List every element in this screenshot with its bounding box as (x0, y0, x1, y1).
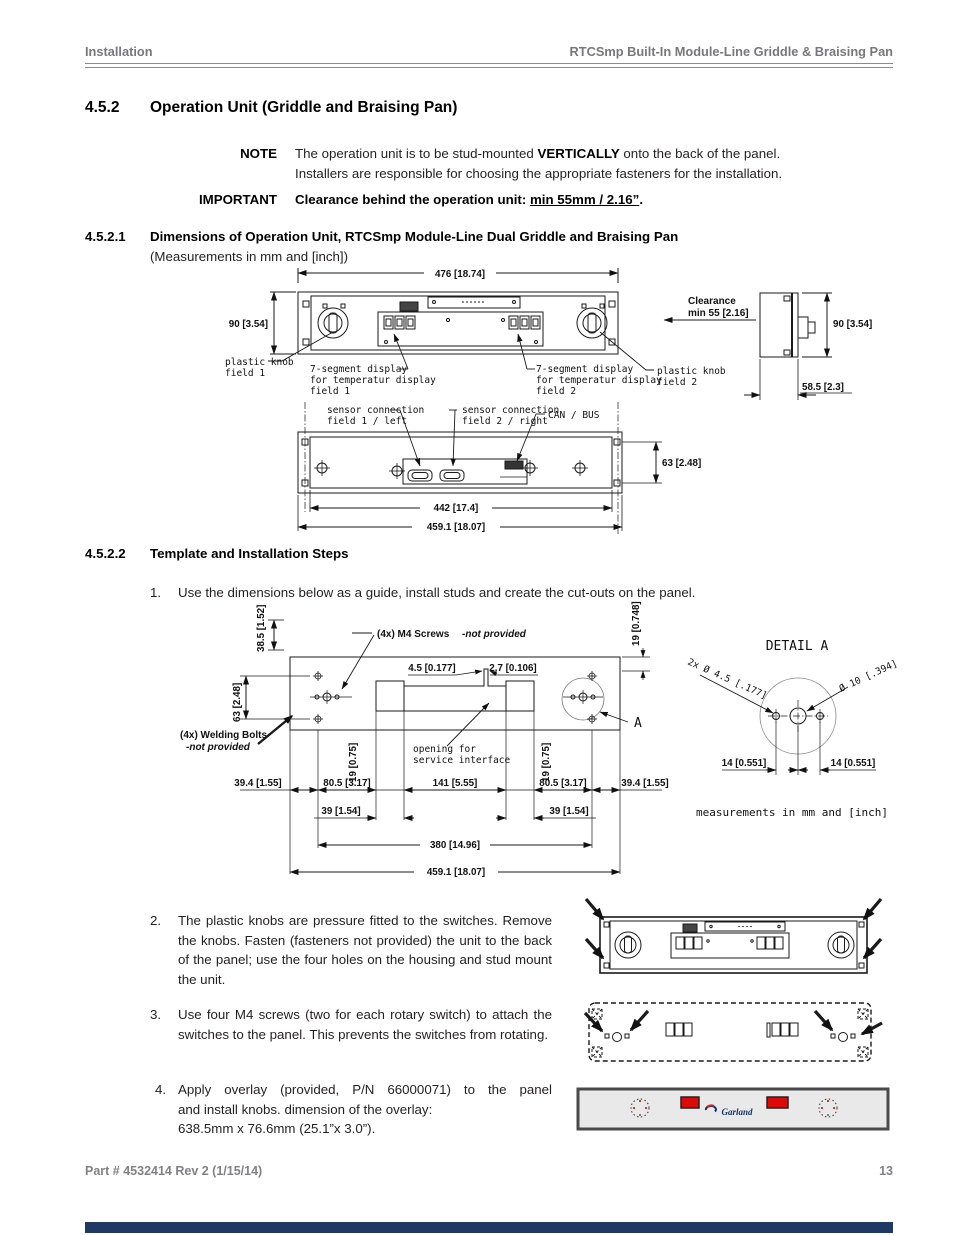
overlay-illustration (578, 1089, 888, 1129)
dim-63-template-label: 63 [2.48] (232, 682, 243, 722)
step2-illustration (586, 899, 881, 973)
subsection1-subtitle: (Measurements in mm and [inch]) (150, 249, 349, 264)
important-post: . (639, 192, 644, 207)
note-line1-pre: The operation unit is to be stud-mounted (295, 146, 538, 161)
sensor1-label-line1: sensor connection (327, 405, 425, 416)
dim-90-side-label: 90 [3.54] (833, 319, 873, 330)
overlay-display-window-left (681, 1097, 699, 1108)
step1-text: Use the dimensions below as a guide, install studs and create the cut-outs on the panel. (178, 585, 696, 600)
step4-line3: 638.5mm x 76.6mm (25.1”x 3.0”). (178, 1121, 376, 1136)
dim-14-left-label: 14 [0.551] (721, 758, 767, 769)
dim-585-label: 58.5 [2.3] (802, 382, 844, 393)
detail-a-big-hole-label: Ø 10 [.394] (837, 658, 900, 695)
step3-screw-arrows (585, 1011, 882, 1034)
step3-text: Use four M4 screws (two for each rotary switch) to attach the switches to the panel. This prevents the switches from rotating. (178, 1007, 552, 1042)
note-line2: Installers are responsible for choosing the appropriate fasteners for the installation. (295, 165, 783, 181)
section-number: 4.5.2 (85, 99, 120, 116)
dim-459-rear-label: 459.1 [18.07] (426, 522, 486, 533)
dim-394-right-label: 39.4 [1.55] (621, 778, 669, 789)
subsection1-title: Dimensions of Operation Unit, RTCSmp Module-Line Dual Griddle and Braising Pan (150, 229, 679, 244)
plastic-knob2-label-line2: field 2 (657, 377, 698, 388)
step2-mount-arrows (586, 899, 881, 958)
sensor2-label-line1: sensor connection (462, 405, 560, 416)
step4-line2: and install knobs. dimension of the overlay: (178, 1101, 433, 1117)
detail-a-callout-label: A (634, 716, 642, 731)
m4-screws-not-provided-label: -not provided (462, 629, 526, 640)
display2-label-line3: field 2 (536, 386, 577, 397)
display2-label-line2: for temperatur display (536, 375, 662, 386)
welding-bolts-label: (4x) Welding Bolts (180, 730, 268, 741)
template-drawing (180, 601, 669, 878)
important-pre: Clearance behind the operation unit: (295, 192, 530, 207)
note-label: NOTE (240, 146, 277, 161)
overlay-display-window-right (767, 1097, 788, 1108)
step4-number: 4. (155, 1082, 167, 1097)
section-title: Operation Unit (Griddle and Braising Pan) (150, 99, 458, 116)
dim-63-rear-label: 63 [2.48] (662, 458, 702, 469)
dim-141-label: 141 [5.55] (432, 778, 478, 789)
plastic-knob1-label-line2: field 1 (225, 368, 266, 379)
subsection2-number: 4.5.2.2 (85, 546, 126, 561)
welding-bolt-marks (313, 671, 597, 724)
detail-a-title: DETAIL A (765, 639, 829, 654)
garland-logo-text: Garland (721, 1107, 753, 1117)
dim-39-left-label: 39 [1.54] (321, 806, 361, 817)
step3-number: 3. (150, 1007, 162, 1022)
detail-a-drawing (686, 639, 900, 819)
dim-476-label: 476 [18.74] (434, 269, 486, 280)
dim-39-right-label: 39 [1.54] (549, 806, 589, 817)
welding-bolts-not-provided-label: -not provided (186, 742, 250, 753)
display1-label-line2: for temperatur display (310, 375, 436, 386)
display1-label-line3: field 1 (310, 386, 351, 397)
can-bus-label: CAN / BUS (548, 410, 600, 421)
important-label: IMPORTANT (198, 192, 277, 207)
clearance-label-line2: min 55 [2.16] (688, 308, 749, 319)
service-opening-label-line2: service interface (413, 755, 511, 766)
footer-page-number: 13 (879, 1164, 893, 1178)
dim-394-left-label: 39.4 [1.55] (234, 778, 282, 789)
sensor1-label-line2: field 1 / left (327, 416, 408, 427)
dim-19-75-left-label: 19 [0.75] (348, 742, 359, 782)
footer-part-number: Part # 4532414 Rev 2 (1/15/14) (85, 1164, 263, 1178)
step1-number: 1. (150, 585, 162, 600)
service-opening-label-line1: opening for (413, 744, 476, 755)
step3-illustration (585, 1003, 882, 1061)
dim-27-label: 2.7 [0.106] (489, 663, 537, 674)
display1-label-line1: 7-segment display (310, 364, 408, 375)
display2-label-line1: 7-segment display (536, 364, 634, 375)
subsection1-number: 4.5.2.1 (85, 229, 126, 244)
rear-view-drawing (298, 402, 701, 535)
dim-459-template-label: 459.1 [18.07] (426, 867, 486, 878)
dim-380-label: 380 [14.96] (429, 840, 481, 851)
note-line1-bold: VERTICALLY (537, 146, 620, 161)
dim-805-left-label: 80.5 [3.17] (323, 778, 371, 789)
front-view-drawing (225, 268, 726, 397)
dim-14-right-label: 14 [0.551] (830, 758, 876, 769)
step3-stud-squares (592, 1009, 868, 1057)
units-note-label: measurements in mm and [inch] (695, 806, 889, 819)
dim-385-label: 38.5 [1.52] (256, 604, 267, 652)
m4-screws-label: (4x) M4 Screws (377, 629, 450, 640)
dim-805-right-label: 80.5 [3.17] (539, 778, 587, 789)
sensor2-label-line2: field 2 / right (462, 416, 548, 427)
dim-45-label: 4.5 [0.177] (408, 663, 456, 674)
note-line1-post: onto the back of the panel. (619, 146, 781, 161)
step2-number: 2. (150, 913, 162, 928)
plastic-knob1-label-line1: plastic knob (225, 357, 294, 368)
dim-19-75-right-label: 19 [0.75] (541, 742, 552, 782)
clearance-label-line1: Clearance (688, 296, 736, 307)
header-doc-title: RTCSmp Built-In Module-Line Griddle & Braising Pan (569, 44, 893, 59)
plastic-knob2-label-line1: plastic knob (657, 366, 726, 377)
dim-442-label: 442 [17.4] (433, 503, 479, 514)
detail-a-small-holes-label: 2x Ø 4.5 [.177] (685, 656, 769, 702)
subsection2-title: Template and Installation Steps (150, 546, 349, 561)
dim-19-748-label: 19 [0.748] (631, 601, 642, 646)
step4-line1: Apply overlay (provided, P/N 66000071) to the panel (178, 1082, 552, 1097)
header-section-label: Installation (85, 44, 153, 59)
dim-90-front-label: 90 [3.54] (228, 319, 268, 330)
important-underlined: min 55mm / 2.16” (529, 192, 640, 207)
step2-text: The plastic knobs are pressure fitted to the switches. Remove the knobs. Fasten (fasteners not provided) the unit to the back of the panel; use the four holes on the housing and stud mount the unit. (178, 913, 552, 987)
can-bus-connector (505, 461, 523, 469)
